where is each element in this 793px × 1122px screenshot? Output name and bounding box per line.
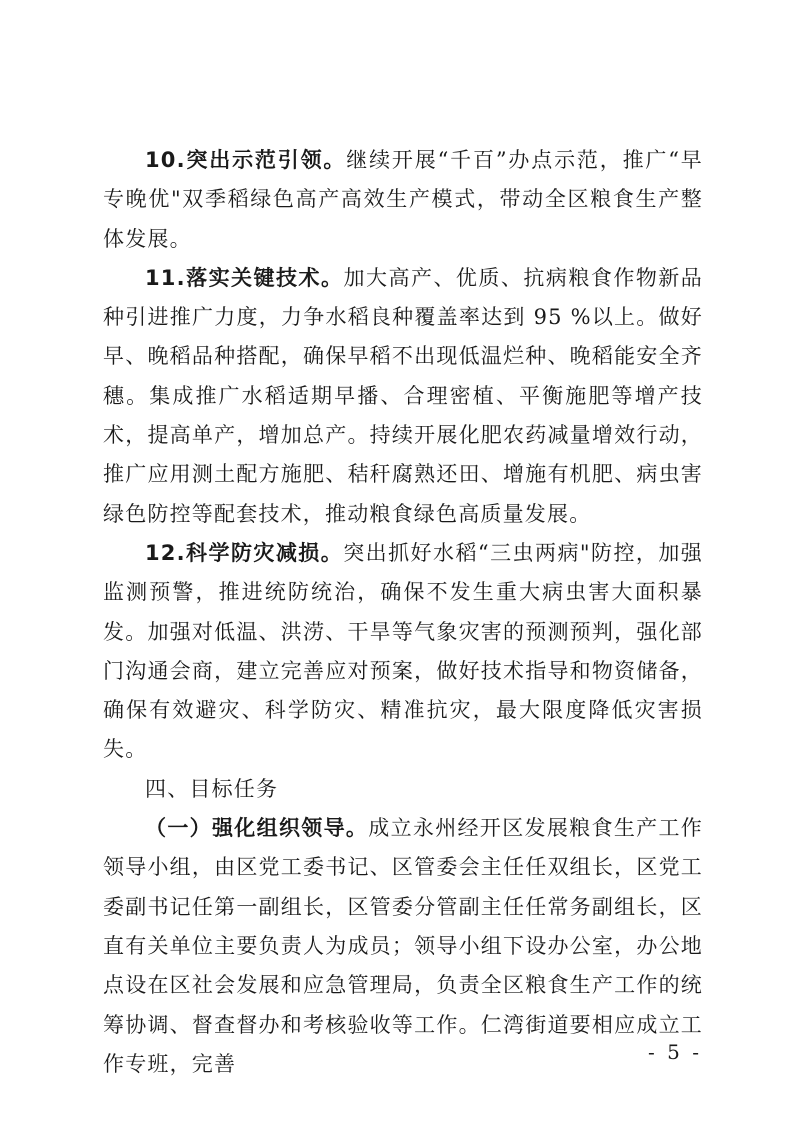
paragraph-10-title: 10.突出示范引领。 (145, 148, 347, 172)
subsection-1-text: 成立永州经开区发展粮食生产工作领导小组，由区党工委书记、区管委会主任任双组长，区党工委副书记任第一副组长，区管委分管副主任任常务副组长，区直有关单位主要负责人为成员；领导小组下设办公室，办公地点设在区社会发展和应急管理局，负责全区粮食生产工作的统筹协调、督查督办和考核验收等工作。仁湾街道要相应成立工作专班，完善 (103, 816, 703, 1076)
document-body (103, 141, 703, 1084)
paragraph-11-text: 加大高产、优质、抗病粮食作物新品种引进推广力度，力争水稻良种覆盖率达到 95 %以上。做好早、晚稻品种搭配，确保早稻不出现低温烂种、晚稻能安全齐穗。集成推广水稻适期早播、合理密植、平衡施肥等增产技术，提高单产，增加总产。持续开展化肥农药减量增效行动，推广应用测土配方施肥、秸秆腐熟还田、增施有机肥、病虫害绿色防控等配套技术，推动粮食绿色高质量发展。 (103, 265, 703, 526)
paragraph-11-title: 11.落实关键技术。 (145, 265, 344, 290)
paragraph-12 (103, 534, 703, 770)
paragraph-12-text: 突出抓好水稻“三虫两病"防控，加强监测预警，推进统防统治，确保不发生重大病虫害大面积暴发。加强对低温、洪涝、干旱等气象灾害的预测预判，强化部门沟通会商，建立完善应对预案，做好技术指导和物资储备，确保有效避灾、科学防灾、精准抗灾，最大限度降低灾害损失。 (103, 540, 703, 762)
section-heading: 四、目标任务 (145, 776, 279, 801)
page-number: - 5 - (648, 1040, 702, 1064)
paragraph-10-text: 继续开展“千百”办点示范，推广“早专晚优"双季稻绿色高产高效生产模式，带动全区粮食生产整体发展。 (103, 148, 703, 251)
subsection-1 (103, 809, 703, 1084)
subsection-1-title: （一）强化组织领导。 (145, 816, 369, 841)
paragraph-12-title: 12.科学防灾减损。 (145, 540, 344, 565)
paragraph-11 (103, 259, 703, 534)
paragraph-10 (103, 141, 703, 259)
